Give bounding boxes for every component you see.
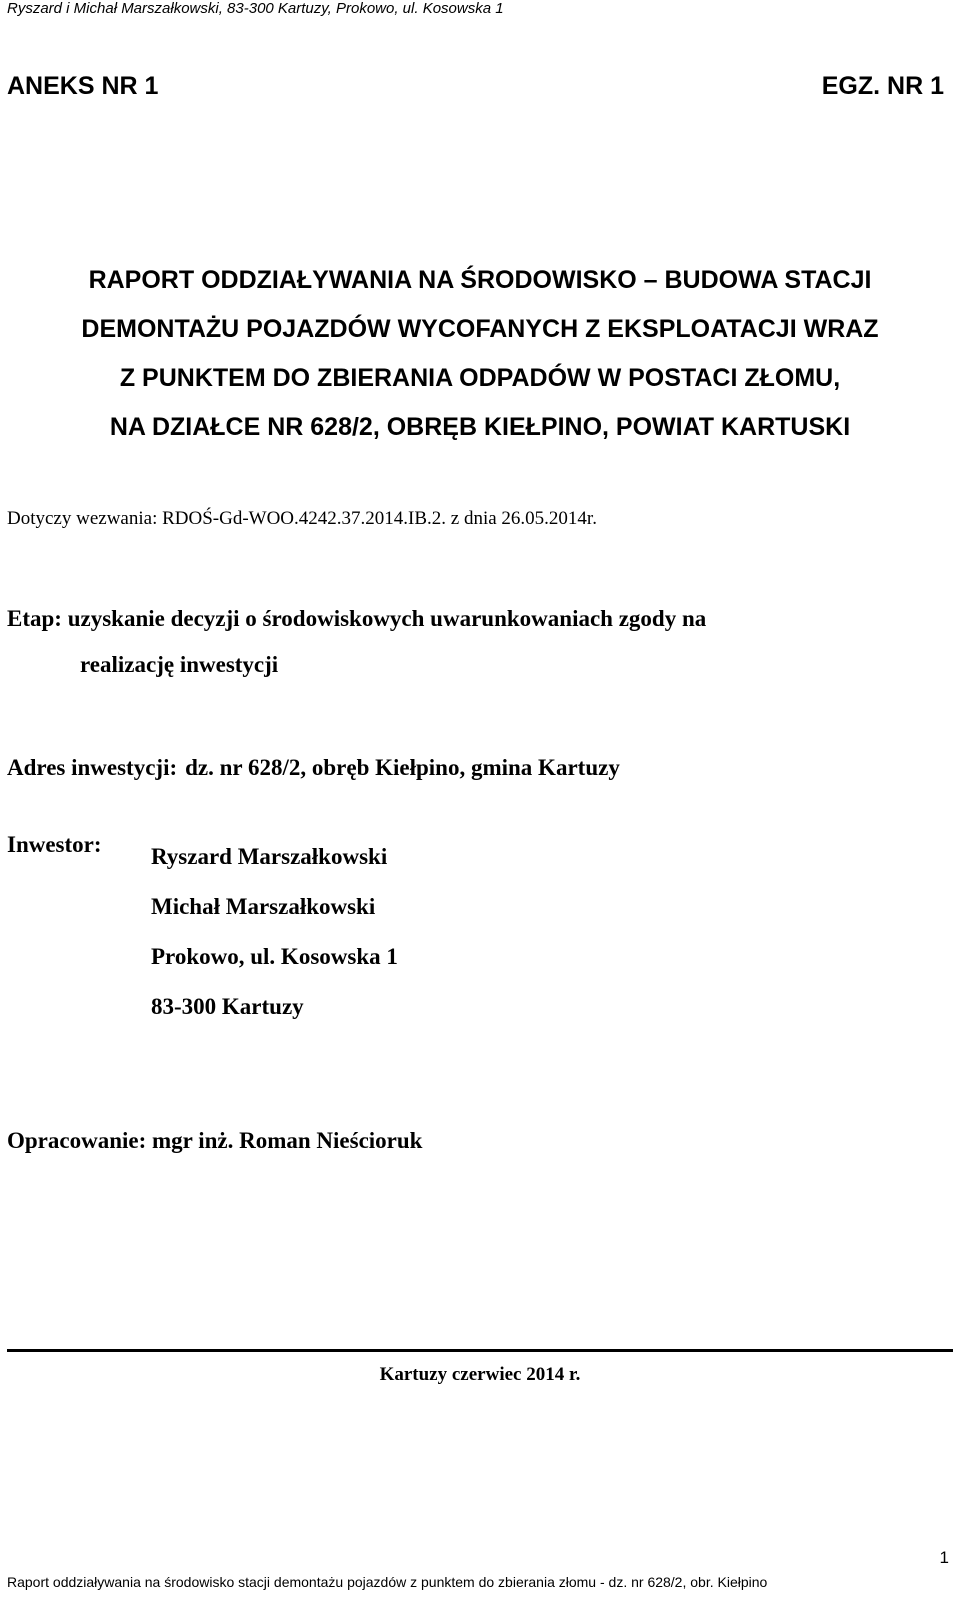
investment-address-value: dz. nr 628/2, obręb Kiełpino, gmina Kartuzy [185,755,620,780]
investor-line: 83-300 Kartuzy [151,994,304,1019]
stage-line: realizację inwestycji [80,652,279,677]
title-line: Z PUNKTEM DO ZBIERANIA ODPADÓW W POSTACI ZŁOMU, [119,364,841,392]
stage-description [7,596,706,688]
summons-reference: Dotyczy wezwania: RDOŚ-Gd-WOO.4242.37.2014.IB.2. z dnia 26.05.2014r. [7,508,597,529]
title-line: RAPORT ODDZIAŁYWANIA NA ŚRODOWISKO – BUDOWA STACJI [88,266,872,294]
horizontal-rule [7,1349,953,1352]
place-and-date: Kartuzy czerwiec 2014 r. [379,1364,581,1385]
investor-label: Inwestor: [7,832,102,857]
running-header: Ryszard i Michał Marszałkowski, 83-300 Kartuzy, Prokowo, ul. Kosowska 1 [7,0,504,17]
investor-details [151,832,398,1032]
annex-number: ANEKS NR 1 [7,72,159,100]
investor-line: Prokowo, ul. Kosowska 1 [151,944,398,969]
investment-address [7,755,620,781]
investor-line: Ryszard Marszałkowski [151,844,388,869]
investment-address-label: Adres inwestycji: [7,755,178,780]
title-line: DEMONTAŻU POJAZDÓW WYCOFANYCH Z EKSPLOATACJI WRAZ [81,315,879,343]
copy-number: EGZ. NR 1 [821,72,944,100]
investor-line: Michał Marszałkowski [151,894,376,919]
prepared-by: Opracowanie: mgr inż. Roman Nieścioruk [7,1128,423,1153]
report-title [0,256,960,452]
page-number: 1 [939,1548,949,1567]
title-line: NA DZIAŁCE NR 628/2, OBRĘB KIEŁPINO, POWIAT KARTUSKI [109,413,851,441]
running-footer: Raport oddziaływania na środowisko stacji demontażu pojazdów z punktem do zbierania złomu - dz. nr 628/2, obr. Kiełpino [7,1574,768,1590]
stage-line: Etap: uzyskanie decyzji o środowiskowych uwarunkowaniach zgody na [7,606,707,631]
